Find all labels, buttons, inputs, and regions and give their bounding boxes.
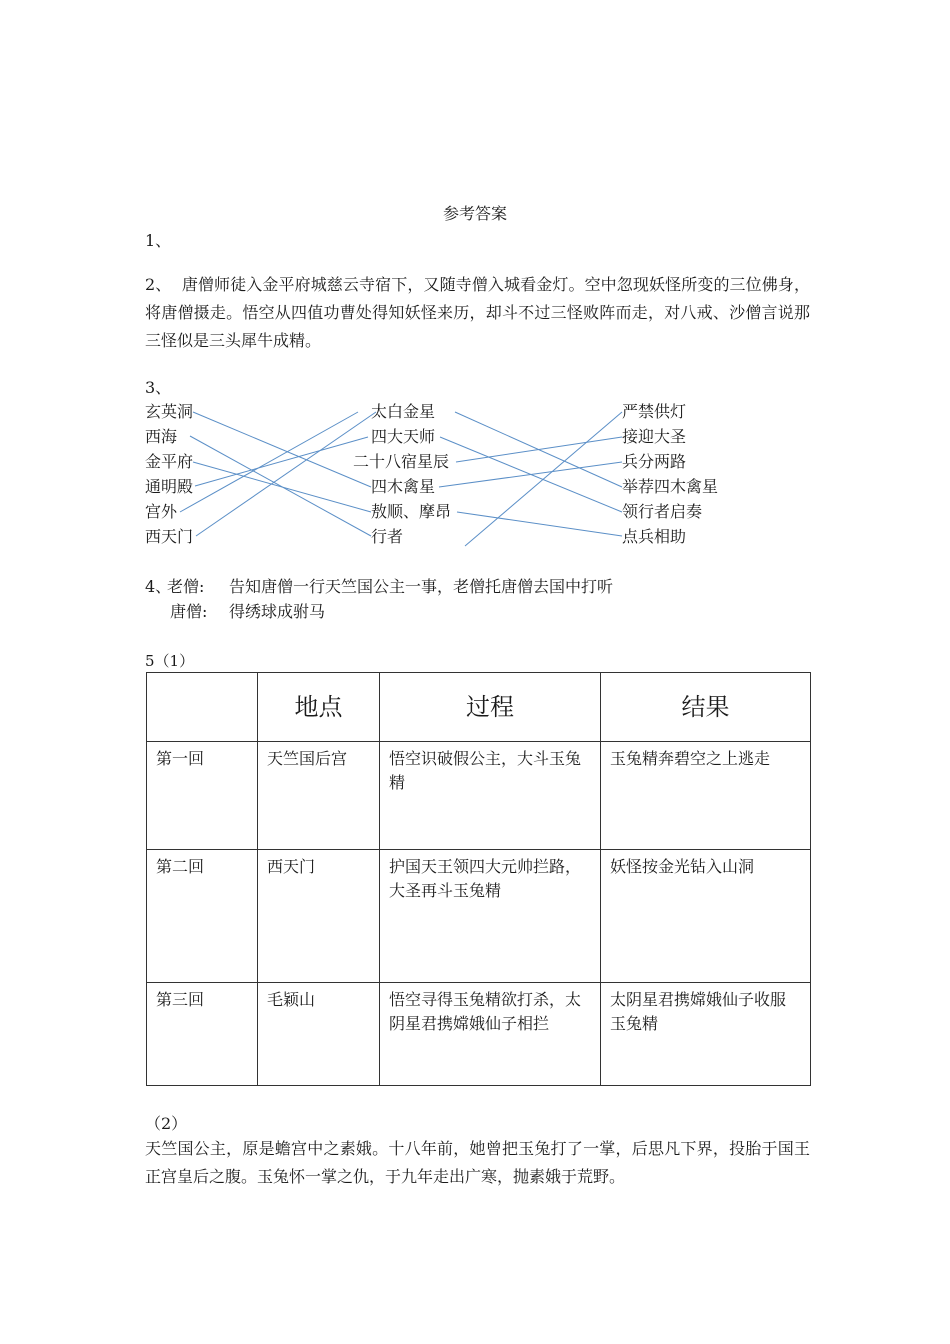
match-right-item: 严禁供灯 (622, 402, 687, 421)
match-right-item: 点兵相助 (622, 527, 687, 546)
match-line (193, 412, 371, 487)
match-middle-item: 太白金星 (371, 402, 436, 421)
match-right-item: 举荐四木禽星 (622, 477, 719, 496)
q4-label: 4、 (145, 577, 172, 596)
page-title: 参考答案 (442, 204, 507, 223)
table-cell: 悟空识破假公主，大斗玉兔精 (380, 742, 601, 850)
q2-label: 2、 (145, 275, 172, 294)
q5-part2-text: 天竺国公主，原是蟾宫中之素娥。十八年前，她曾把玉兔打了一掌，后思凡下界，投胎于国王正宫皇后之腹。玉兔怀一掌之仇，于九年走出广寒，抛素娥于荒野。 (145, 1139, 810, 1186)
match-middle-item: 敖顺、摩昂 (371, 502, 452, 521)
match-middle-item: 四大天师 (371, 427, 436, 446)
match-right-item: 兵分两路 (622, 452, 687, 471)
match-line (457, 512, 622, 536)
match-line (456, 437, 622, 462)
q4-speaker: 老僧: (167, 577, 205, 596)
q5-part2-label: （2） (145, 1114, 188, 1133)
match-right-item: 接迎大圣 (622, 427, 687, 446)
match-left-item: 玄英洞 (145, 402, 194, 421)
match-line (195, 437, 368, 486)
match-left-item: 宫外 (145, 502, 178, 521)
match-line (465, 412, 622, 546)
q3-label: 3、 (145, 378, 172, 397)
match-middle-item: 四木禽星 (371, 477, 436, 496)
table-header-cell: 过程 (380, 673, 601, 742)
match-middle-item: 二十八宿星辰 (353, 452, 450, 471)
table-cell: 悟空寻得玉兔精欲打杀，太阴星君携嫦娥仙子相拦 (380, 983, 601, 1086)
table-header-cell: 结果 (601, 673, 811, 742)
table-cell: 妖怪按金光钻入山洞 (601, 850, 811, 983)
table-cell: 护国天王领四大元帅拦路，大圣再斗玉兔精 (380, 850, 601, 983)
match-left-item: 西海 (145, 427, 178, 446)
table-row (147, 983, 811, 1086)
q1-label: 1、 (145, 231, 172, 250)
table-cell: 天竺国后宫 (258, 742, 380, 850)
match-left-item: 通明殿 (145, 477, 194, 496)
table-cell: 太阴星君携嫦娥仙子收服玉兔精 (601, 983, 811, 1086)
match-line (193, 462, 371, 512)
match-right-item: 领行者启奏 (622, 502, 703, 521)
table-cell: 第三回 (147, 983, 258, 1086)
q2-text: 唐僧师徒入金平府城慈云寺宿下，又随寺僧入城看金灯。空中忽现妖怪所变的三位佛身，将唐僧摄走。悟空从四值功曹处得知妖怪来历，却斗不过三怪败阵而走，对八戒、沙僧言说那三怪似是三头犀牛成精。 (145, 275, 810, 350)
table-cell: 第一回 (147, 742, 258, 850)
middle-to-right-lines (439, 412, 622, 546)
match-left-item: 西天门 (145, 527, 194, 546)
table-header-row (147, 673, 811, 742)
table-cell: 玉兔精奔碧空之上逃走 (601, 742, 811, 850)
table-row (147, 742, 811, 850)
q4-line: 告知唐僧一行天竺国公主一事，老僧托唐僧去国中打听 (229, 577, 614, 596)
table-row (147, 850, 811, 983)
match-line (180, 412, 358, 512)
table-header-cell (147, 673, 258, 742)
match-left-item: 金平府 (145, 452, 194, 471)
q4-line: 得绣球成驸马 (229, 602, 326, 621)
matching-lines (0, 0, 950, 600)
table-cell: 西天门 (258, 850, 380, 983)
q5-table (146, 672, 811, 1086)
table-cell: 毛颖山 (258, 983, 380, 1086)
match-line (196, 412, 376, 536)
match-middle-item: 行者 (371, 527, 404, 546)
q4-speaker: 唐僧: (170, 602, 208, 621)
table-header-cell: 地点 (258, 673, 380, 742)
q5-label: 5（1） (145, 652, 195, 670)
left-to-middle-lines (180, 412, 376, 536)
table-cell: 第二回 (147, 850, 258, 983)
